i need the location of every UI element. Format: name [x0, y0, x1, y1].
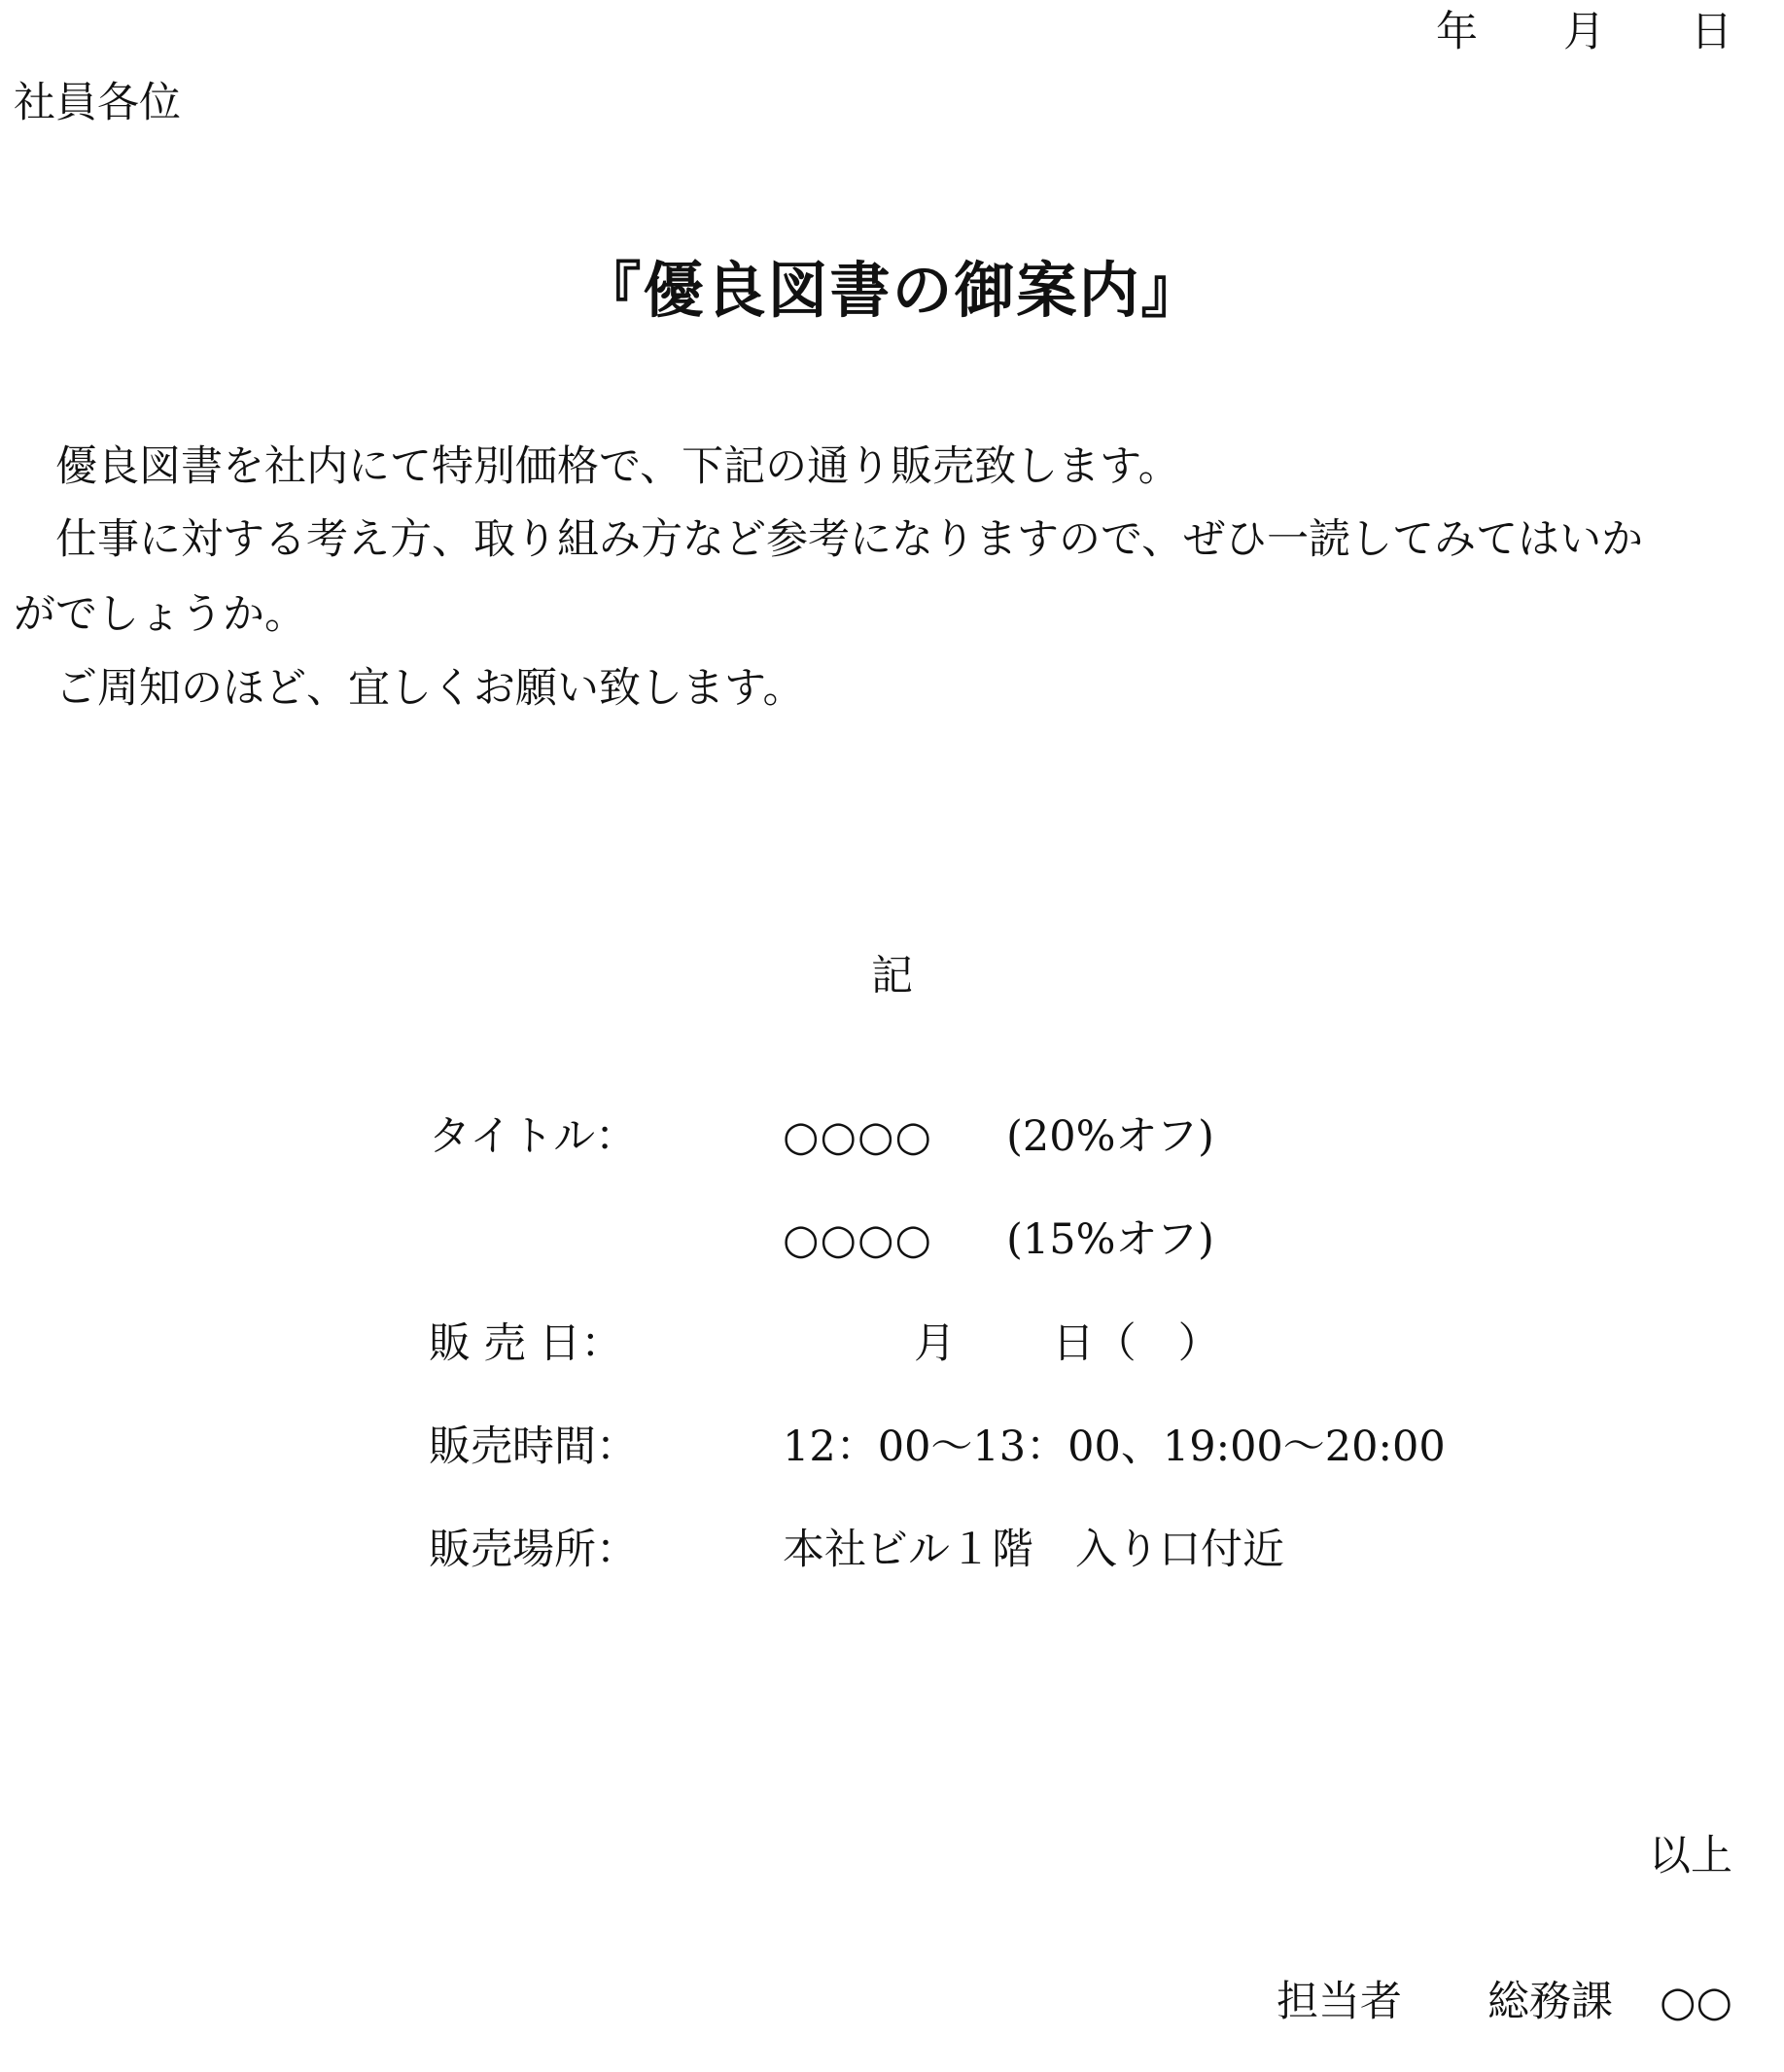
sale-time-value: 12：00～13：00、19:00～20:00 [783, 1422, 1446, 1471]
date-line [1436, 8, 1732, 56]
day-label: 日 [1691, 8, 1732, 56]
title-1-name: ○○○○ [783, 1112, 933, 1161]
closing-ijou: 以上 [1649, 1832, 1732, 1880]
body-paragraph-2-continued: がでしょうか。 [14, 590, 306, 639]
body-paragraph-1: 優良図書を社内にて特別価格で、下記の通り販売致します。 [55, 442, 1180, 491]
sale-date-value: 月 日（ ） [914, 1319, 1220, 1368]
title-2-row [783, 1215, 1214, 1264]
title-1-row [783, 1112, 1214, 1161]
signature [1276, 1978, 1732, 2026]
title-label: タイトル： [429, 1112, 638, 1161]
signature-name: ○○ [1659, 1978, 1732, 2026]
body-paragraph-2: 仕事に対する考え方、取り組み方など参考になりますので、ぜひ一読してみてはいか [55, 515, 1644, 564]
year-label: 年 [1436, 8, 1478, 56]
document-title: 『優良図書の御案内』 [580, 255, 1204, 326]
signature-role: 担当者 [1276, 1978, 1402, 2026]
sale-time-label: 販売時間： [429, 1422, 638, 1471]
title-2-name: ○○○○ [783, 1215, 933, 1264]
month-label: 月 [1563, 8, 1605, 56]
title-2-discount: (15%オフ) [1006, 1215, 1214, 1264]
sale-date-label: 販 売 日： [429, 1319, 623, 1368]
title-1-discount: (20%オフ) [1006, 1112, 1214, 1161]
sale-place-value: 本社ビル１階 入り口付近 [783, 1526, 1284, 1574]
sale-place-label: 販売場所： [429, 1526, 638, 1574]
addressee: 社員各位 [14, 79, 181, 127]
ki-heading: 記 [871, 952, 913, 1001]
body-paragraph-3: ご周知のほど、宜しくお願い致します。 [55, 664, 805, 713]
signature-department: 総務課 [1487, 1978, 1613, 2026]
